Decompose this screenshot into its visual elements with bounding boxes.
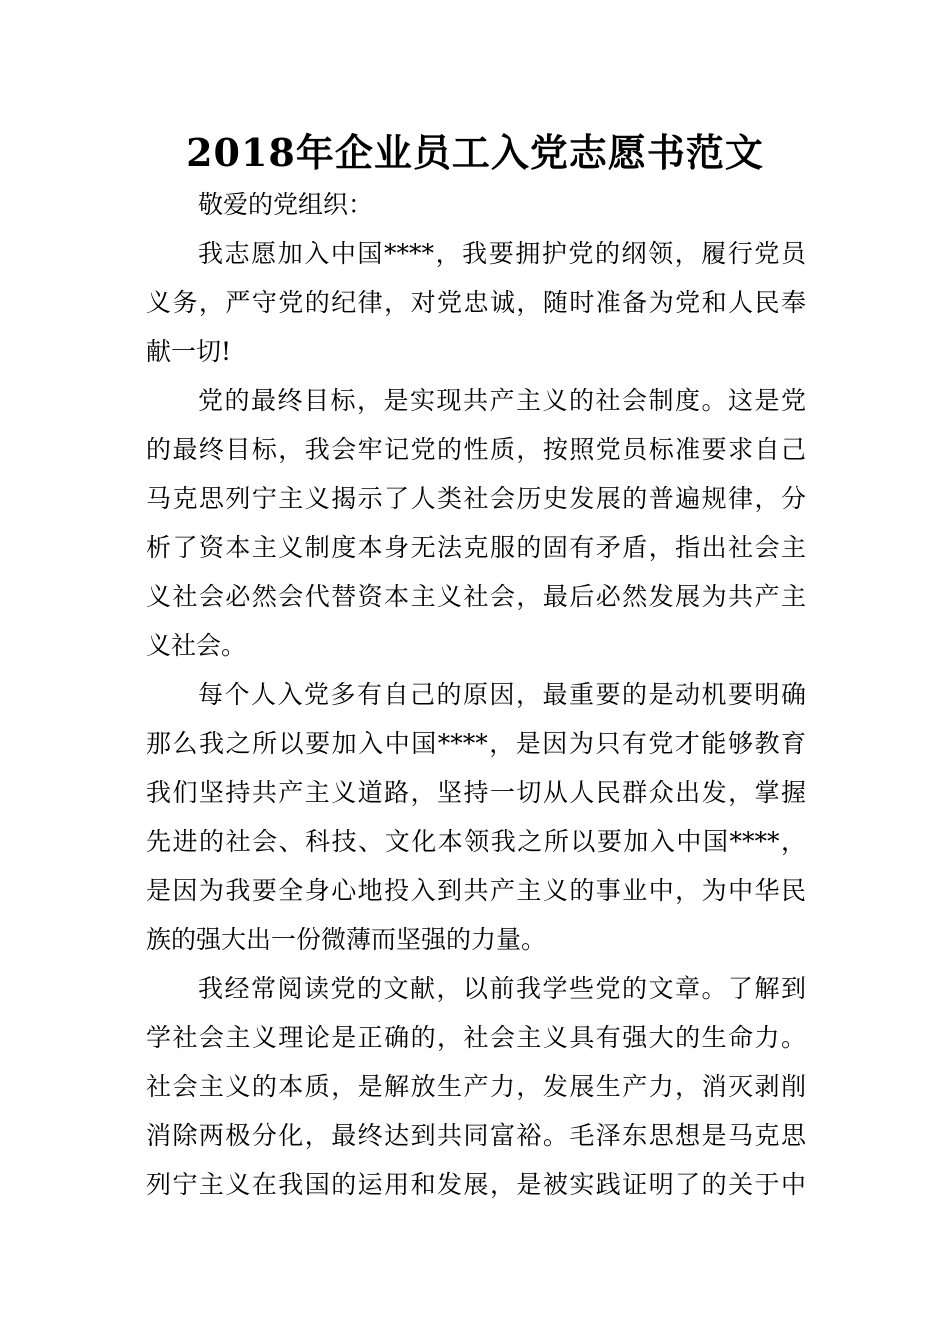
document-body <box>146 180 806 1209</box>
text-line: 析了资本主义制度本身无法克服的固有矛盾，指出社会主 <box>146 533 806 562</box>
text-line: 社会主义的本质，是解放生产力，发展生产力，消灭剥削 <box>146 1072 806 1101</box>
text-line: 义社会必然会代替资本主义社会，最后必然发展为共产主 <box>146 582 806 611</box>
text-line: 那么我之所以要加入中国****，是因为只有党才能够教育 <box>146 729 806 758</box>
text-line: 列宁主义在我国的运用和发展，是被实践证明了的关于中 <box>146 1170 806 1199</box>
text-line: 我志愿加入中国****，我要拥护党的纲领，履行党员 <box>198 239 806 268</box>
text-line: 义务，严守党的纪律，对党忠诚，随时准备为党和人民奉 <box>146 288 806 317</box>
text-line: 党的最终目标，是实现共产主义的社会制度。这是党 <box>198 386 806 415</box>
paragraph-3 <box>146 670 806 964</box>
text-line: 消除两极分化，最终达到共同富裕。毛泽东思想是马克思 <box>146 1121 806 1150</box>
text-line: 的最终目标，我会牢记党的性质，按照党员标准要求自己 <box>146 435 806 464</box>
text-line: 族的强大出一份微薄而坚强的力量。 <box>146 925 547 954</box>
paragraph-4 <box>146 964 806 1209</box>
text-line: 先进的社会、科技、文化本领我之所以要加入中国****， <box>146 827 806 856</box>
text-line: 是因为我要全身心地投入到共产主义的事业中，为中华民 <box>146 876 806 905</box>
text-line: 献一切! <box>146 337 232 366</box>
document-title: 2018年企业员工入党志愿书范文 <box>186 130 764 175</box>
greeting: 敬爱的党组织： <box>198 190 374 219</box>
text-line: 我经常阅读党的文献，以前我学些党的文章。了解到 <box>198 974 806 1003</box>
text-line: 每个人入党多有自己的原因，最重要的是动机要明确 <box>198 680 806 709</box>
paragraph-2 <box>146 376 806 670</box>
text-line: 义社会。 <box>146 631 247 660</box>
text-line: 我们坚持共产主义道路，坚持一切从人民群众出发，掌握 <box>146 778 806 807</box>
text-line: 学社会主义理论是正确的，社会主义具有强大的生命力。 <box>146 1023 806 1052</box>
text-line: 马克思列宁主义揭示了人类社会历史发展的普遍规律，分 <box>146 484 806 513</box>
paragraph-1 <box>146 229 806 376</box>
